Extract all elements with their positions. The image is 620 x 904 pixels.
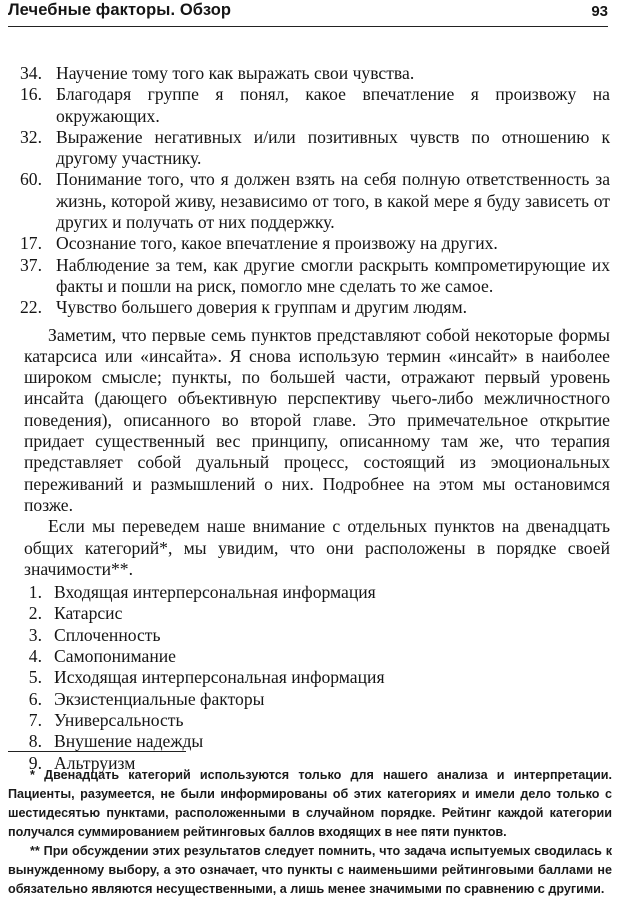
category-item bbox=[20, 603, 610, 624]
numbered-items bbox=[20, 63, 610, 319]
category-number: 8. bbox=[28, 731, 42, 752]
category-text: Внушение надежды bbox=[54, 731, 204, 752]
category-number: 1. bbox=[28, 582, 42, 603]
item-number: 32. bbox=[20, 126, 42, 147]
category-number: 5. bbox=[28, 667, 42, 688]
category-number: 6. bbox=[28, 688, 42, 709]
category-item bbox=[20, 731, 610, 752]
body-paragraph: Если мы переведем наше внимание с отдельных пунктов на двенадцать общих категорий*, мы увидим, что они расположены в порядке своей значимости**. bbox=[24, 516, 610, 579]
item-text: Выражение негативных и/или позитивных чувств по отношению к другому участнику. bbox=[56, 126, 610, 169]
body-paragraph: Заметим, что первые семь пунктов представляют собой некоторые формы катарсиса или «инсайта». Я снова использую термин «инсайт» в наиболее широком смысле; пункты, по большей части, отражают первый уровень инсайта (дающего объективную перспективу чьего-либо межличностного поведения), описанного во второй главе. Это примечательное открытие придает существенный вес принципу, описанному там же, что терапия представляет собой дуальный процесс, состоящий из эмоциональных переживаний и размышлений о них. Подробнее на этом мы остановимся позже. bbox=[24, 324, 610, 515]
list-item bbox=[20, 255, 610, 298]
category-number: 9. bbox=[28, 752, 42, 773]
category-list bbox=[20, 582, 610, 774]
list-item bbox=[20, 84, 610, 127]
footnote: ** При обсуждении этих результатов следует помнить, что задача испытуемых сводилась к вынужденному выбору, а это означает, что пункты с наименьшими рейтинговыми баллами не обязательно являются несущественными, а лишь менее значимыми по сравнению с другими. bbox=[8, 844, 612, 896]
list-item bbox=[20, 127, 610, 170]
category-text: Сплоченность bbox=[54, 624, 161, 645]
category-item bbox=[20, 689, 610, 710]
item-text: Наблюдение за тем, как другие смогли раскрыть компрометирующие их факты и пошли на риск, помогло мне сделать то же самое. bbox=[56, 254, 610, 296]
category-number: 3. bbox=[28, 624, 42, 645]
category-item bbox=[20, 710, 610, 731]
item-text: Благодаря группе я понял, какое впечатление я произвожу на окружающих. bbox=[56, 84, 610, 126]
list-item bbox=[20, 63, 610, 84]
item-text: Научение тому того как выражать свои чувства. bbox=[56, 63, 415, 83]
list-item bbox=[20, 297, 610, 318]
item-number: 22. bbox=[20, 297, 42, 318]
page-number: 93 bbox=[591, 3, 608, 20]
category-text: Катарсис bbox=[54, 603, 123, 624]
list-item bbox=[20, 169, 610, 233]
category-text: Универсальность bbox=[54, 709, 184, 730]
page-body bbox=[20, 63, 610, 774]
footnotes bbox=[8, 766, 612, 899]
item-number: 34. bbox=[20, 63, 42, 83]
category-item bbox=[20, 646, 610, 667]
item-number: 37. bbox=[20, 254, 42, 275]
page-header bbox=[8, 0, 608, 27]
item-text: Понимание того, что я должен взять на себя полную ответственность за жизнь, которой живу, независимо от того, в какой мере я буду зависеть от других и получать от них поддержку. bbox=[56, 169, 610, 233]
category-number: 2. bbox=[28, 603, 42, 624]
category-text: Исходящая интерперсональная информация bbox=[54, 667, 385, 688]
category-item bbox=[20, 667, 610, 688]
category-item bbox=[20, 582, 610, 603]
footnote: * Двенадцать категорий используются только для нашего анализа и интерпретации. Пациенты, разумеется, не были информированы об этих категориях и имели дело только с шестидесятью пунктами, расположенными в случайном порядке. Рейтинг каждой категории получался суммированием рейтинговых баллов входящих в нее пяти пунктов. bbox=[8, 768, 612, 839]
footnote-divider bbox=[8, 751, 186, 752]
item-number: 16. bbox=[20, 84, 42, 105]
list-item bbox=[20, 233, 610, 254]
category-text: Входящая интерперсональная информация bbox=[54, 582, 376, 603]
item-number: 60. bbox=[20, 169, 42, 190]
category-item bbox=[20, 625, 610, 646]
category-number: 7. bbox=[28, 709, 42, 730]
category-text: Альтруизм bbox=[54, 752, 136, 773]
category-number: 4. bbox=[28, 646, 42, 667]
category-text: Самопонимание bbox=[54, 646, 176, 667]
item-text: Чувство большего доверия к группам и другим людям. bbox=[56, 297, 468, 318]
item-text: Осознание того, какое впечатление я произвожу на других. bbox=[56, 233, 498, 254]
item-number: 17. bbox=[20, 233, 42, 254]
running-title: Лечебные факторы. Обзор bbox=[8, 1, 232, 19]
category-text: Экзистенциальные факторы bbox=[54, 688, 265, 709]
